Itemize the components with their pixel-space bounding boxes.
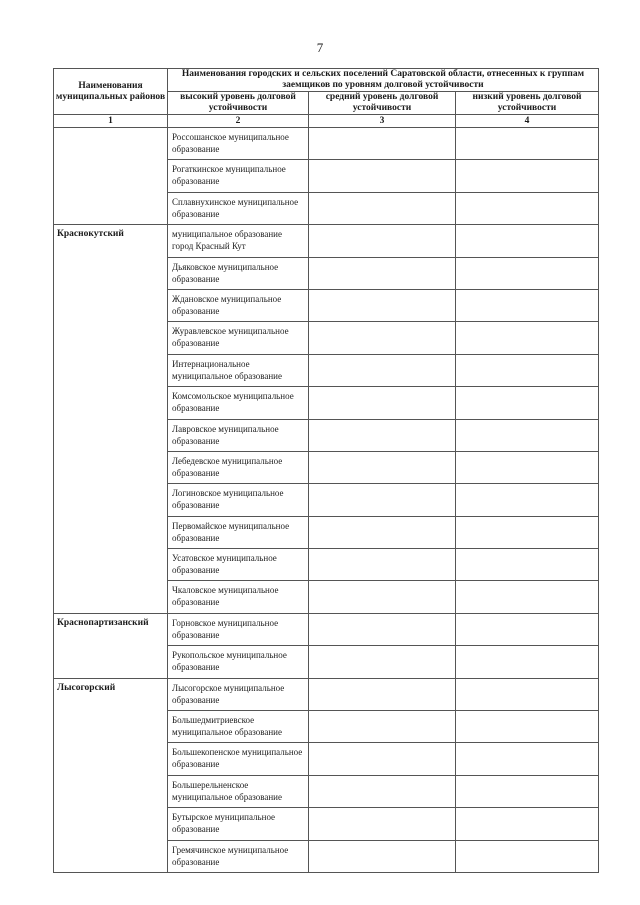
municipality-cell: Рукопольское муниципальное образование [168, 646, 309, 678]
medium-level-cell [309, 160, 456, 192]
medium-level-cell [309, 678, 456, 710]
medium-level-cell [309, 613, 456, 645]
medium-level-cell [309, 322, 456, 354]
municipality-cell: муниципальное образование город Красный Кут [168, 225, 309, 257]
low-level-cell [456, 484, 599, 516]
municipality-cell: Усатовское муниципальное образование [168, 549, 309, 581]
municipality-cell: Большекопенское муниципальное образование [168, 743, 309, 775]
low-level-cell [456, 419, 599, 451]
medium-level-cell [309, 289, 456, 321]
district-cell: Лысогорский [54, 678, 168, 872]
district-cell: Краснопартизанский [54, 613, 168, 678]
table-row [54, 225, 599, 257]
medium-level-cell [309, 354, 456, 386]
medium-level-cell [309, 646, 456, 678]
municipality-cell: Комсомольское муниципальное образование [168, 387, 309, 419]
medium-level-cell [309, 808, 456, 840]
low-level-cell [456, 678, 599, 710]
municipality-cell: Ждановское муниципальное образование [168, 289, 309, 321]
medium-level-cell [309, 192, 456, 224]
low-level-cell [456, 354, 599, 386]
medium-level-cell [309, 711, 456, 743]
header-medium-level: средний уровень долговой устойчивости [309, 92, 456, 115]
municipality-cell: Лавровское муниципальное образование [168, 419, 309, 451]
column-index: 3 [309, 115, 456, 128]
medium-level-cell [309, 743, 456, 775]
low-level-cell [456, 451, 599, 483]
medium-level-cell [309, 419, 456, 451]
municipality-cell: Лысогорское муниципальное образование [168, 678, 309, 710]
column-index: 1 [54, 115, 168, 128]
low-level-cell [456, 743, 599, 775]
header-group: Наименования городских и сельских поселений Саратовской области, отнесенных к группам заемщиков по уровням долговой устойчивости [168, 69, 599, 92]
low-level-cell [456, 775, 599, 807]
municipality-cell: Журавлевское муниципальное образование [168, 322, 309, 354]
low-level-cell [456, 192, 599, 224]
table-row [54, 128, 599, 160]
low-level-cell [456, 646, 599, 678]
medium-level-cell [309, 775, 456, 807]
municipality-cell: Бутырское муниципальное образование [168, 808, 309, 840]
medium-level-cell [309, 549, 456, 581]
municipality-cell: Большерельненское муниципальное образование [168, 775, 309, 807]
municipality-cell: Первомайское муниципальное образование [168, 516, 309, 548]
table-row [54, 613, 599, 645]
low-level-cell [456, 160, 599, 192]
low-level-cell [456, 387, 599, 419]
municipality-cell: Дьяковское муниципальное образование [168, 257, 309, 289]
medium-level-cell [309, 581, 456, 613]
table-row [54, 678, 599, 710]
municipality-cell: Чкаловское муниципальное образование [168, 581, 309, 613]
low-level-cell [456, 711, 599, 743]
low-level-cell [456, 613, 599, 645]
page-number: 7 [316, 40, 324, 55]
low-level-cell [456, 549, 599, 581]
municipality-cell: Логиновское муниципальное образование [168, 484, 309, 516]
municipality-cell: Гремячинское муниципальное образование [168, 840, 309, 872]
low-level-cell [456, 128, 599, 160]
low-level-cell [456, 808, 599, 840]
municipality-cell: Сплавнухинское муниципальное образование [168, 192, 309, 224]
low-level-cell [456, 225, 599, 257]
municipality-cell: Россошанское муниципальное образование [168, 128, 309, 160]
header-high-level: высокий уровень долговой устойчивости [168, 92, 309, 115]
column-index: 2 [168, 115, 309, 128]
municipality-cell: Интернациональное муниципальное образование [168, 354, 309, 386]
low-level-cell [456, 581, 599, 613]
medium-level-cell [309, 257, 456, 289]
medium-level-cell [309, 451, 456, 483]
low-level-cell [456, 289, 599, 321]
medium-level-cell [309, 387, 456, 419]
municipality-cell: Большедмитриевское муниципальное образование [168, 711, 309, 743]
medium-level-cell [309, 128, 456, 160]
district-cell [54, 128, 168, 225]
header-districts: Наименования муниципальных районов [54, 69, 168, 115]
district-cell: Краснокутский [54, 225, 168, 614]
municipality-cell: Рогаткинское муниципальное образование [168, 160, 309, 192]
low-level-cell [456, 322, 599, 354]
medium-level-cell [309, 516, 456, 548]
municipality-cell: Лебедевское муниципальное образование [168, 451, 309, 483]
low-level-cell [456, 257, 599, 289]
medium-level-cell [309, 225, 456, 257]
header-low-level: низкий уровень долговой устойчивости [456, 92, 599, 115]
low-level-cell [456, 516, 599, 548]
column-index: 4 [456, 115, 599, 128]
municipality-cell: Горновское муниципальное образование [168, 613, 309, 645]
medium-level-cell [309, 840, 456, 872]
debt-sustainability-table [53, 68, 599, 873]
low-level-cell [456, 840, 599, 872]
medium-level-cell [309, 484, 456, 516]
